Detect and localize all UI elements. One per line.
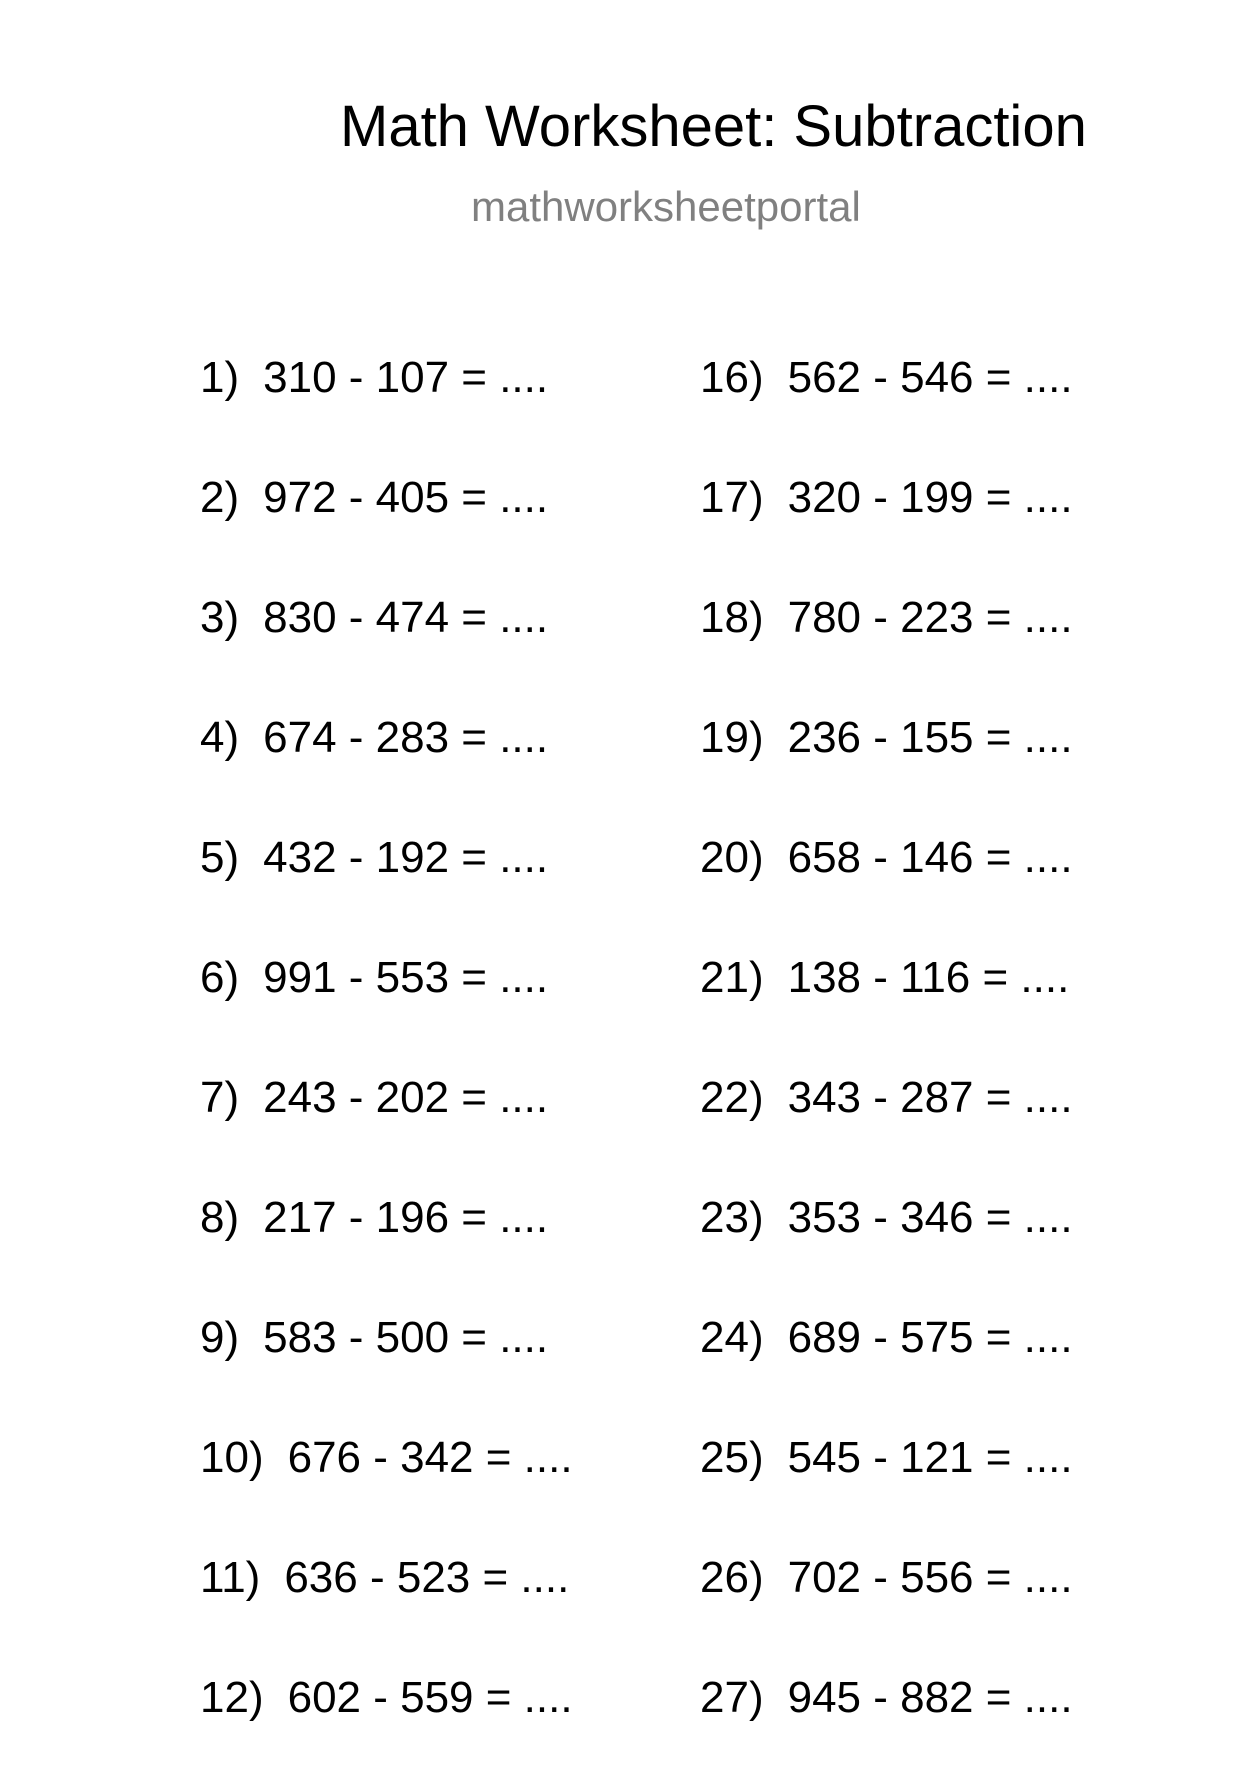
problem-item	[200, 348, 573, 468]
problem-item	[200, 1308, 573, 1428]
problem-expression: 432 - 192 = ....	[263, 833, 549, 882]
problem-item	[200, 588, 573, 708]
problem-number: 12)	[200, 1673, 264, 1722]
problem-item	[200, 1548, 573, 1668]
problem-number: 25)	[700, 1433, 764, 1482]
problem-expression: 320 - 199 = ....	[787, 473, 1073, 522]
problem-item	[700, 1668, 1073, 1788]
problem-item	[700, 588, 1073, 708]
problem-expression: 310 - 107 = ....	[263, 353, 549, 402]
problem-number: 7)	[200, 1073, 240, 1122]
problem-number: 2)	[200, 473, 240, 522]
problem-item	[700, 468, 1073, 588]
problem-expression: 945 - 882 = ....	[787, 1673, 1073, 1722]
problem-expression: 343 - 287 = ....	[787, 1073, 1073, 1122]
problem-number: 26)	[700, 1553, 764, 1602]
problem-expression: 658 - 146 = ....	[787, 833, 1073, 882]
problem-column-right	[700, 348, 1073, 1788]
problem-expression: 562 - 546 = ....	[787, 353, 1073, 402]
problem-number: 22)	[700, 1073, 764, 1122]
problem-expression: 353 - 346 = ....	[787, 1193, 1073, 1242]
problem-expression: 583 - 500 = ....	[263, 1313, 549, 1362]
problem-expression: 702 - 556 = ....	[787, 1553, 1073, 1602]
problem-expression: 676 - 342 = ....	[287, 1433, 573, 1482]
problem-item	[700, 1548, 1073, 1668]
problem-item	[200, 1068, 573, 1188]
problem-number: 4)	[200, 713, 240, 762]
problem-item	[200, 708, 573, 828]
problem-expression: 236 - 155 = ....	[787, 713, 1073, 762]
problem-item	[700, 948, 1073, 1068]
problem-number: 9)	[200, 1313, 240, 1362]
problem-item	[700, 828, 1073, 948]
problem-item	[200, 468, 573, 588]
problem-number: 19)	[700, 713, 764, 762]
problem-number: 23)	[700, 1193, 764, 1242]
problem-expression: 972 - 405 = ....	[263, 473, 549, 522]
problem-expression: 602 - 559 = ....	[287, 1673, 573, 1722]
problem-number: 16)	[700, 353, 764, 402]
problem-number: 18)	[700, 593, 764, 642]
problem-expression: 545 - 121 = ....	[787, 1433, 1073, 1482]
problem-item	[700, 1428, 1073, 1548]
problem-item	[700, 1308, 1073, 1428]
worksheet-title: Math Worksheet: Subtraction	[340, 94, 1087, 159]
problem-item	[700, 1068, 1073, 1188]
problem-item	[700, 708, 1073, 828]
problem-item	[700, 348, 1073, 468]
problem-number: 27)	[700, 1673, 764, 1722]
problem-number: 6)	[200, 953, 240, 1002]
problem-expression: 830 - 474 = ....	[263, 593, 549, 642]
worksheet-subtitle: mathworksheetportal	[471, 183, 861, 230]
problem-expression: 991 - 553 = ....	[263, 953, 549, 1002]
problem-number: 11)	[200, 1553, 261, 1602]
problem-column-left	[200, 348, 573, 1788]
problem-item	[200, 1668, 573, 1788]
problem-number: 21)	[700, 953, 764, 1002]
problem-item	[700, 1188, 1073, 1308]
problem-item	[200, 1188, 573, 1308]
problem-number: 24)	[700, 1313, 764, 1362]
problem-expression: 138 - 116 = ....	[787, 953, 1070, 1002]
problem-number: 17)	[700, 473, 764, 522]
problem-expression: 689 - 575 = ....	[787, 1313, 1073, 1362]
problem-number: 5)	[200, 833, 240, 882]
problem-number: 1)	[200, 353, 240, 402]
problem-item	[200, 1428, 573, 1548]
problem-number: 3)	[200, 593, 240, 642]
problem-expression: 674 - 283 = ....	[263, 713, 549, 762]
problem-item	[200, 948, 573, 1068]
problem-number: 20)	[700, 833, 764, 882]
problem-expression: 780 - 223 = ....	[787, 593, 1073, 642]
problem-expression: 217 - 196 = ....	[263, 1193, 549, 1242]
problem-number: 8)	[200, 1193, 240, 1242]
problem-expression: 636 - 523 = ....	[284, 1553, 570, 1602]
problem-item	[200, 828, 573, 948]
problem-number: 10)	[200, 1433, 264, 1482]
problem-expression: 243 - 202 = ....	[263, 1073, 549, 1122]
